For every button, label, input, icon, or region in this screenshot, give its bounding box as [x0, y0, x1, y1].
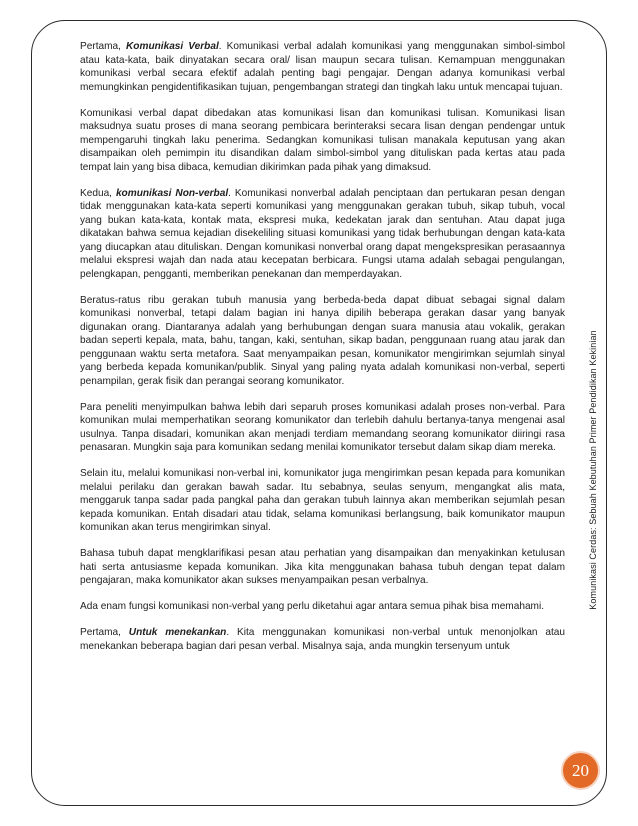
paragraph: Bahasa tubuh dapat mengklarifikasi pesan atau perhatian yang disampaikan dan menyakinkan ketulusan hati serta antusiasme kepada komunikan. Jika kita menggunakan bahasa tubuh dengan tepat dalam pengajaran, maka komunikator akan sukses menyampaikan pesan verbalnya. [80, 548, 565, 586]
paragraph: Pertama, Untuk menekankan. Kita menggunakan komunikasi non-verbal untuk menonjolkan atau menekankan beberapa bagian dari pesan verbal. Misalnya saja, anda mungkin tersenyum untuk [80, 627, 566, 652]
paragraph: Kedua, komunikasi Non-verbal. Komunikasi nonverbal adalah penciptaan dan pertukaran pesan dengan tidak menggunakan kata-kata seperti komunikasi yang menggunakan gerakan tubuh, sikap tubuh, vocal yang bukan kata-kata, kontak mata, ekspresi muka, kedekatan jarak dan sentuhan. Atau dapat juga dikatakan bahwa semua kejadian disekeliling situasi komunikasi yang tidak berhubungan dengan kata-kata yang diucapkan atau dituliskan. Dengan komunikasi nonverbal orang dapat mengekspresikan perasaannya melalui ekspresi wajah dan nada atau kecepatan berbicara. Fungsi utama adalah sebagai pengulangan, pelengkapan, pengganti, memberikan penekanan dan memperdayakan. [80, 187, 565, 280]
body-text [80, 40, 565, 666]
paragraph: Selain itu, melalui komunikasi non-verbal ini, komunikator juga mengirimkan pesan kepada para komunikan melalui perilaku dan gerakan bawah sadar. Itu sebabnya, seulas senyum, mengangkat alis mata, menggaruk tanpa sadar pada pangkal paha dan gerakan tubuh lainnya akan memberikan sejumlah pesan kepada komunikan. Entah disadari atau tidak, selama komunikasi berlangsung, baik komunikator maupun komunikan akan terus mengirimkan sinyal. [80, 468, 565, 533]
page-number-badge: 20 [561, 751, 600, 790]
paragraph: Pertama, Komunikasi Verbal. Komunikasi verbal adalah komunikasi yang menggunakan simbol-simbol atau kata-kata, baik dinyatakan secara oral/ lisan maupun secara tulisan. Kemampuan menggunakan komunikasi verbal secara efektif adalah penting bagi pengajar. Dengan adanya komunikasi verbal memungkinkan pengidentifikasikan tujuan, pengembangan strategi dan tingkah laku untuk mencapai tujuan. [80, 41, 566, 93]
paragraph: Beratus-ratus ribu gerakan tubuh manusia yang berbeda-beda dapat dibuat sebagai signal dalam komunikasi nonverbal, tetapi dalam bagian ini hanya dipilih beberapa gerakan dasar yang banyak digunakan orang. Diantaranya adalah yang berhubungan dengan suara manusia atau vokalik, gerakan badan seperti kepala, mata, bahu, tangan, kaki, sentuhan, sikap badan, penggunaan ruang atau jarak dan penggunaan waktu serta metafora. Saat menyampaikan pesan, komunikator mengirimkan sejumlah sinyal yang berbeda kepada komunikan/publik. Sinyal yang paling nyata adalah komunikasi non-verbal, seperti penampilan, gerak fisik dan perangai seorang komunikator. [80, 294, 565, 387]
side-running-title: Komunikasi Cerdas: Sebuah Kebutuhan Primer Pendidikan Kekinian [588, 330, 598, 610]
paragraph: Komunikasi verbal dapat dibedakan atas komunikasi lisan dan komunikasi tulisan. Komunikasi lisan maksudnya suatu proses di mana seorang pembicara berinteraksi secara lisan dengan pendengar untuk mempengaruhi tingkah laku penerima. Sedangkan komunikasi tulisan manakala keputusan yang akan disampaikan oleh pemimpin itu disandikan dalam simbol-simbol yang dituliskan pada kertas atau pada tempat lain yang bisa dibaca, kemudian dikirimkan pada pihak yang dimaksud. [80, 107, 565, 173]
paragraph: Para peneliti menyimpulkan bahwa lebih dari separuh proses komunikasi adalah proses non-verbal. Para komunikan mulai memperhatikan seorang komunikator dan terlebih dahulu bertanya-tanya mengenai asal usulnya. Tanpa disadari, komunikan akan menjadi terdiam memandang seorang komunikator diiringi rasa penasaran. Mungkin saja para komunikan sedang menilai komunikator tersebut dalam sikap diam mereka. [80, 401, 565, 453]
paragraph: Ada enam fungsi komunikasi non-verbal yang perlu diketahui agar antara semua pihak bisa memahami. [80, 601, 545, 612]
